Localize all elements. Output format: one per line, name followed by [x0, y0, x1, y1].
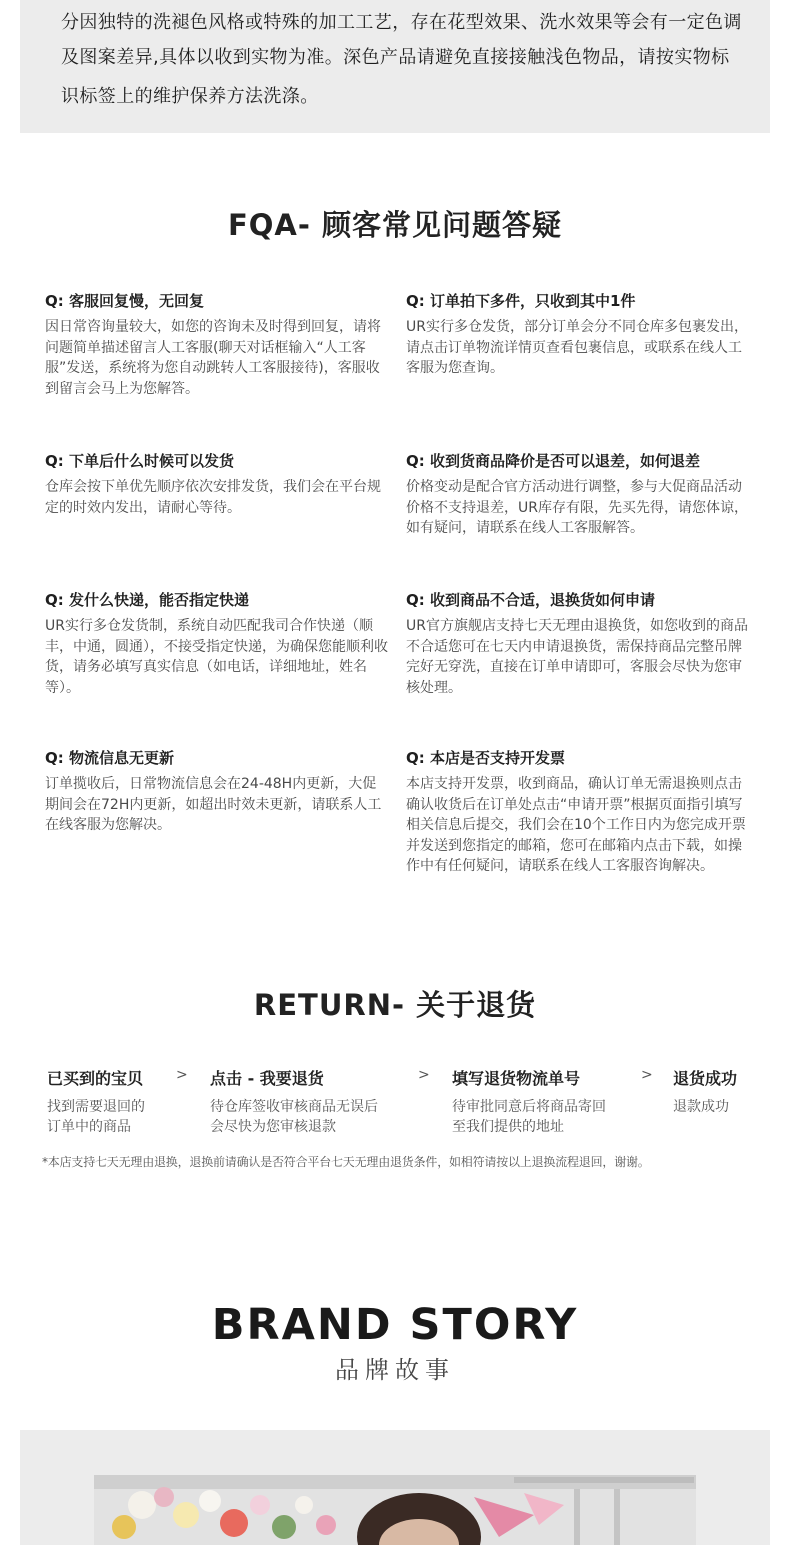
- faq-answer: 本店支持开发票，收到商品，确认订单无需退换则点击确认收货后在订单处点击“申请开票”根据页面指引填写相关信息后提交，我们会在10个工作日内为您完成开票并发送到您指定的邮箱，您可在邮箱内点击下载，如操作中有任何疑问，请联系在线人工客服咨询解决。: [406, 776, 746, 874]
- brand-photo-frame: [20, 1430, 770, 1545]
- faq-question: Q: 发什么快递，能否指定快递: [45, 591, 249, 609]
- return-policy-note: *本店支持七天无理由退换，退换前请确认是否符合平台七天无理由退货条件，如相符请按以上退换流程退回，谢谢。: [42, 1155, 650, 1169]
- faq-item-price-refund: [406, 450, 751, 539]
- faq-answer: 订单揽收后，日常物流信息会在24-48H内更新，大促期间会在72H内更新，如超出时效未更新，请联系人工在线客服为您解决。: [45, 776, 382, 833]
- step-2-title: 点击 - 我要退货: [210, 1069, 324, 1088]
- faq-item-ship-time: [45, 450, 390, 518]
- step-2-desc-line: 会尽快为您审核退款: [210, 1119, 336, 1135]
- brand-photo-image: [94, 1475, 696, 1545]
- step-1-title: 已买到的宝贝: [47, 1069, 144, 1088]
- notice-line-3: 识标签上的维护保养方法洗涤。: [61, 86, 319, 107]
- chevron-right-icon: >: [176, 1067, 188, 1083]
- step-3-desc-line: 待审批同意后将商品寄回: [452, 1099, 606, 1115]
- chevron-right-icon: >: [418, 1067, 430, 1083]
- step-2-desc-line: 待仓库签收审核商品无误后: [210, 1099, 378, 1115]
- step-4-title: 退货成功: [673, 1069, 738, 1088]
- faq-item-invoice: [406, 747, 751, 877]
- brand-story-title: BRAND STORY: [211, 1300, 579, 1350]
- faq-item-logistics: [45, 747, 390, 836]
- faq-answer: 仓库会按下单优先顺序依次安排发货，我们会在平台规定的时效内发出，请耐心等待。: [45, 479, 381, 516]
- faq-answer: UR官方旗舰店支持七天无理由退换货，如您收到的商品不合适您可在七天内申请退换货，需保持商品完整吊牌完好无穿洗，直接在订单申请即可，客服会尽快为您审核处理。: [406, 618, 748, 696]
- step-3-title: 填写退货物流单号: [452, 1069, 581, 1088]
- faq-question: Q: 下单后什么时候可以发货: [45, 452, 234, 470]
- faq-question: Q: 收到商品不合适，退换货如何申请: [406, 591, 655, 609]
- faq-question: Q: 客服回复慢，无回复: [45, 292, 204, 310]
- faq-answer: UR实行多仓发货制，系统自动匹配我司合作快递（顺丰，中通，圆通），不接受指定快递，为确保您能顺利收货，请务必填写真实信息（如电话，详细地址，姓名等）。: [45, 618, 388, 696]
- faq-item-slow-reply: [45, 290, 390, 399]
- step-1-desc-line: 订单中的商品: [47, 1119, 131, 1135]
- faq-item-partial-delivery: [406, 290, 751, 379]
- faq-item-courier: [45, 589, 390, 698]
- faq-question: Q: 本店是否支持开发票: [406, 749, 565, 767]
- faq-title: FQA- 顾客常见问题答疑: [227, 208, 563, 242]
- faq-answer: 因日常咨询量较大，如您的咨询未及时得到回复，请将问题简单描述留言人工客服(聊天对话框输入“人工客服”发送，系统将为您自动跳转人工客服接待)，客服收到留言会马上为您解答。: [45, 319, 381, 397]
- brand-photo: [94, 1475, 696, 1545]
- brand-story-subtitle: 品牌故事: [335, 1356, 455, 1384]
- faq-question: Q: 物流信息无更新: [45, 749, 174, 767]
- step-3-desc: [452, 1097, 606, 1137]
- step-4-desc-line: 退款成功: [673, 1099, 729, 1115]
- step-2-desc: [210, 1097, 378, 1137]
- notice-line-1: 分因独特的洗褪色风格或特殊的加工工艺，存在花型效果、洗水效果等会有一定色调: [61, 12, 742, 33]
- faq-question: Q: 收到货商品降价是否可以退差，如何退差: [406, 452, 700, 470]
- faq-item-return-request: [406, 589, 751, 698]
- faq-answer: 价格变动是配合官方活动进行调整，参与大促商品活动价格不支持退差，UR库存有限，先买先得，请您体谅，如有疑问，请联系在线人工客服解答。: [406, 479, 748, 536]
- notice-line-2: 及图案差异,具体以收到实物为准。深色产品请避免直接接触浅色物品，请按实物标: [61, 47, 730, 68]
- faq-question: Q: 订单拍下多件，只收到其中1件: [406, 292, 636, 310]
- step-3-desc-line: 至我们提供的地址: [452, 1119, 564, 1135]
- faq-answer: UR实行多仓发货，部分订单会分不同仓库多包裹发出，请点击订单物流详情页查看包裹信息，或联系在线人工客服为您查询。: [406, 319, 748, 376]
- step-4-desc: [673, 1097, 729, 1117]
- return-steps: [0, 1066, 790, 1146]
- step-1-desc-line: 找到需要退回的: [47, 1099, 145, 1115]
- return-title: RETURN- 关于退货: [253, 988, 537, 1022]
- step-1-desc: [47, 1097, 145, 1137]
- chevron-right-icon: >: [641, 1067, 653, 1083]
- care-notice-box: [20, 0, 770, 133]
